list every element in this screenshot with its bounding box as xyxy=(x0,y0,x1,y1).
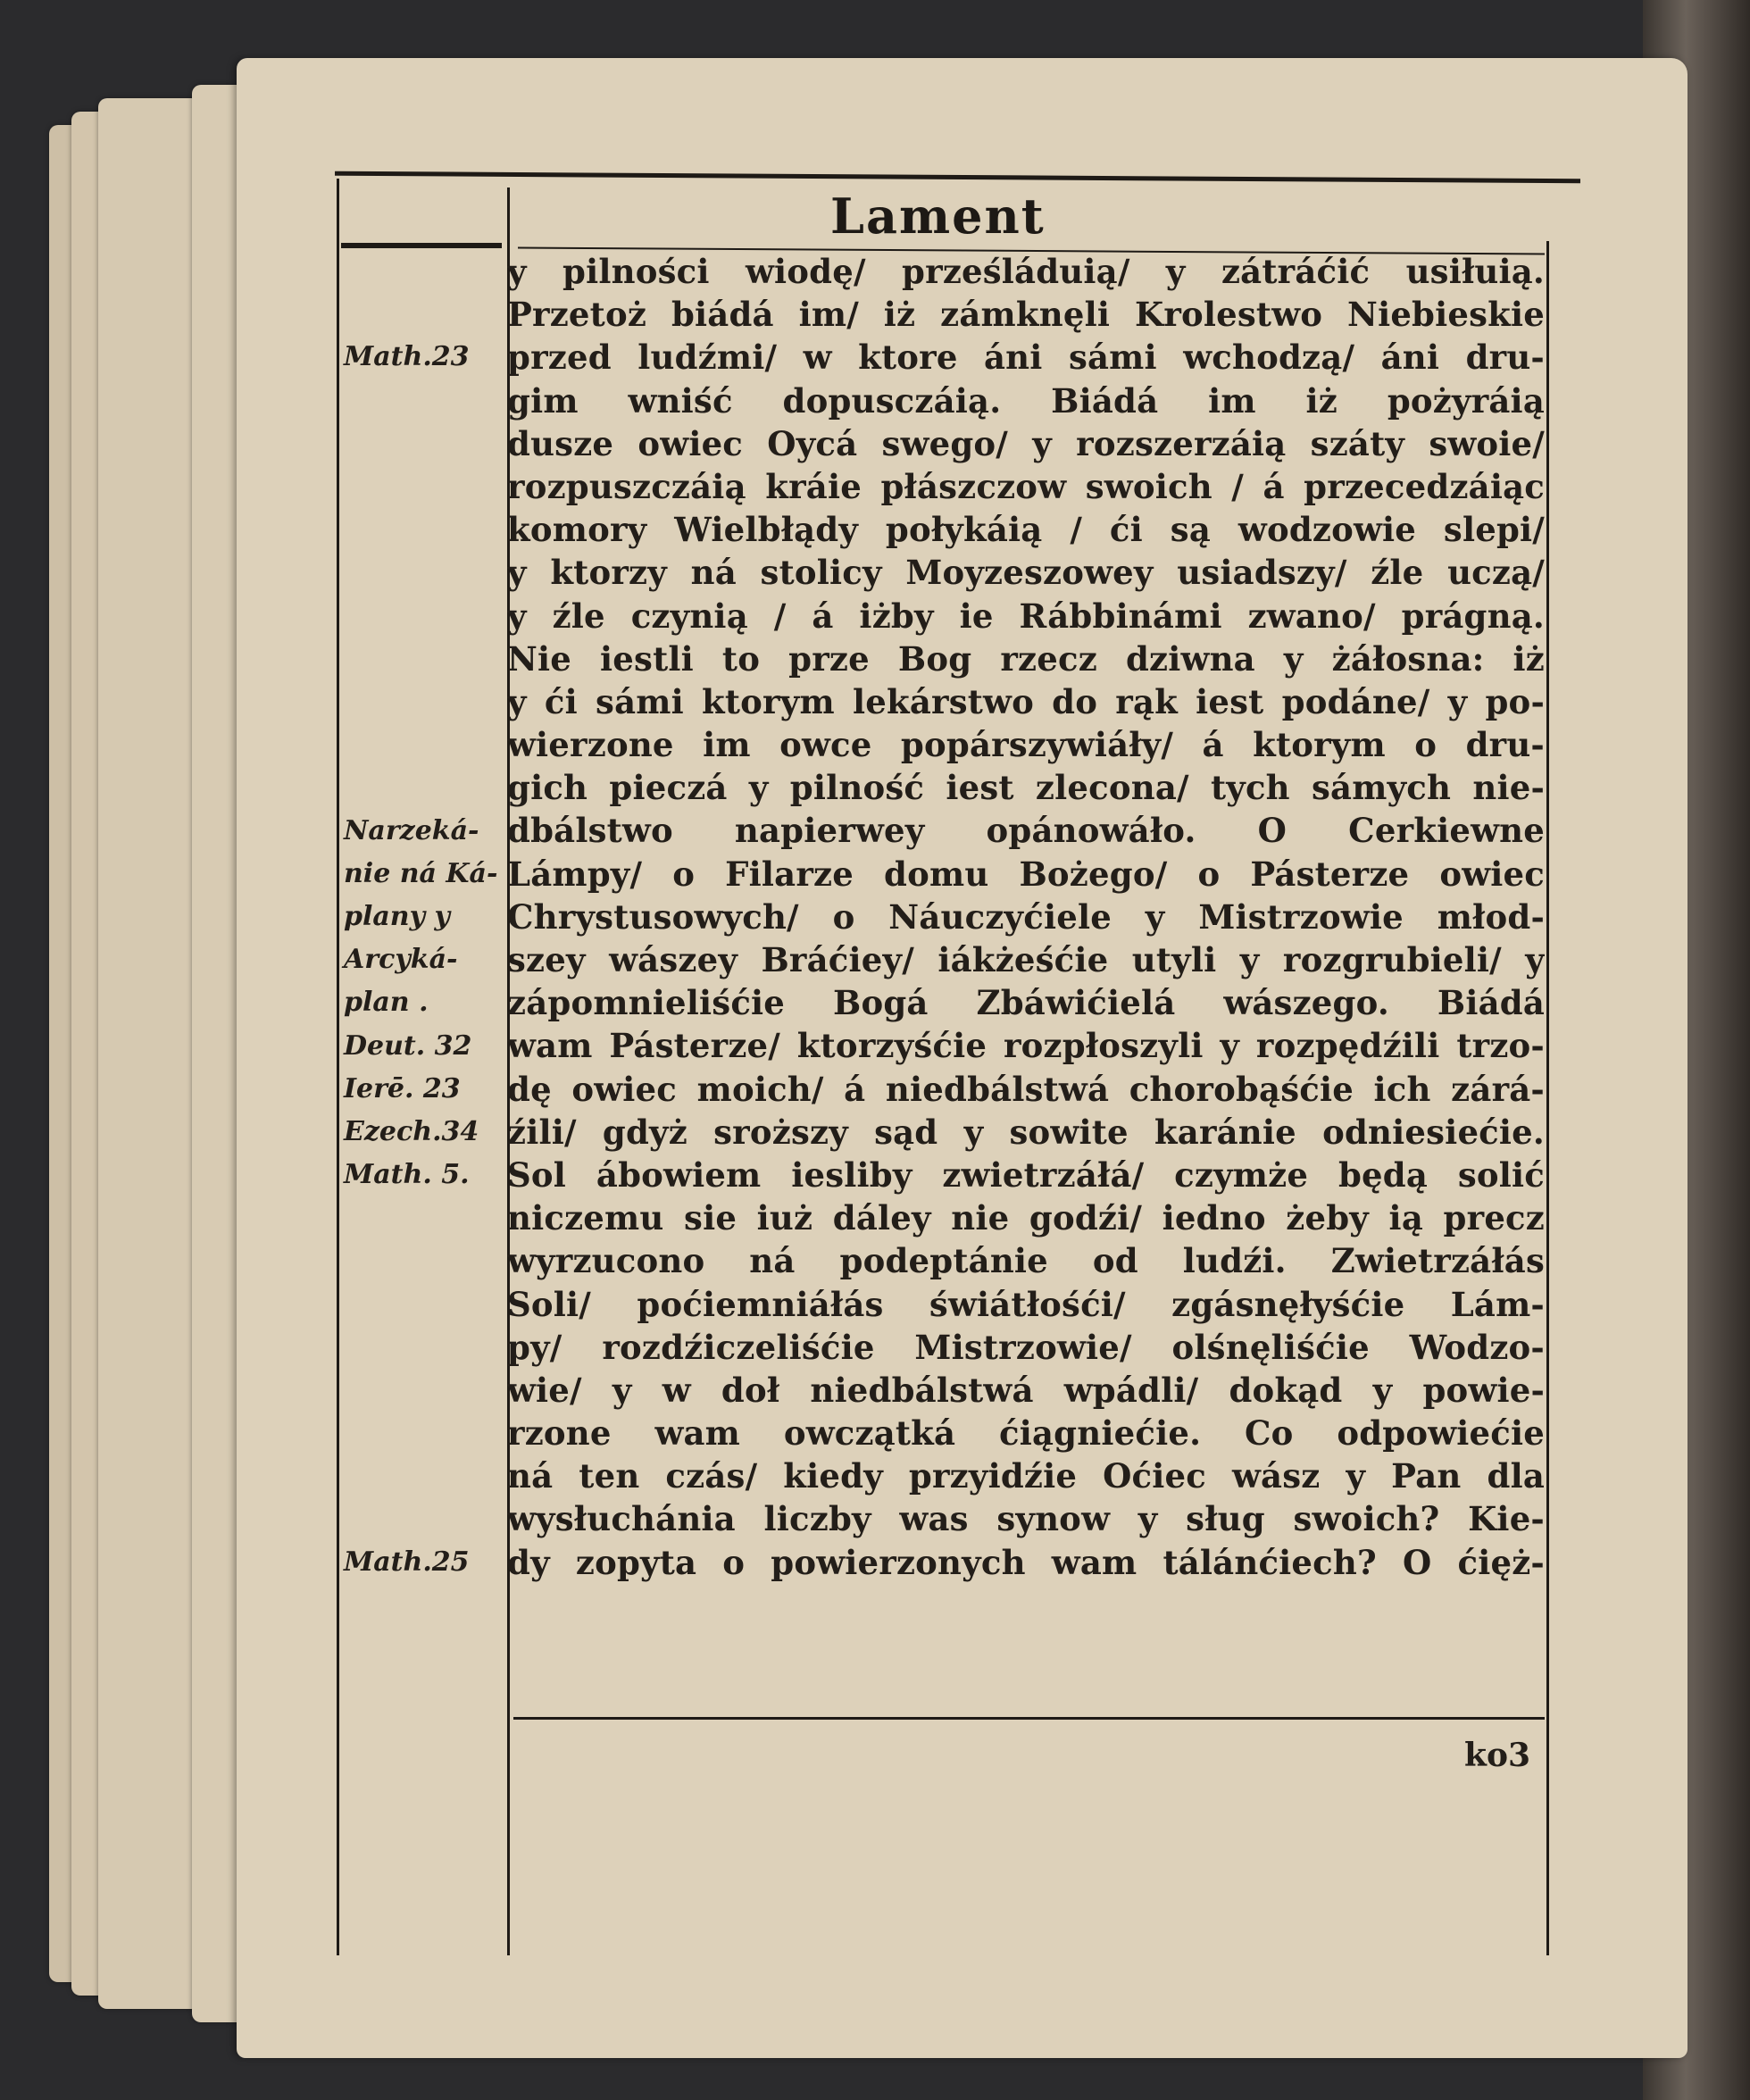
margin-note: Math. 5. xyxy=(344,1159,470,1191)
text-line: wam Pásterze/ ktorzyśćie rozpłoszyli y rozpędźili trzo- xyxy=(507,1026,1545,1066)
frame-left-rule xyxy=(337,179,339,1955)
margin-note: plany y xyxy=(344,901,450,932)
margin-note: nie ná Ká- xyxy=(344,857,498,889)
text-line: komory Wielbłądy połykáią / ći są wodzowie slepi/ xyxy=(507,510,1545,550)
text-line: y źle czynią / á iżby ie Rábbinámi zwano/ prágną. xyxy=(507,596,1545,636)
text-line: dy zopyta o powierzonych wam tálánćiech? O ćięż- xyxy=(507,1542,1545,1582)
text-line: ná ten czás/ kiedy przyidźie Oćiec wász y Pan dla xyxy=(507,1456,1545,1496)
text-line: wierzone im owce popárszywiáły/ á ktorym o dru- xyxy=(507,725,1545,765)
text-line: Soli/ poćiemniáłás świátłośći/ zgásnęłyśćie Lám- xyxy=(507,1284,1545,1324)
margin-note: Ezech.34 xyxy=(344,1116,479,1147)
text-line: y ktorzy ná stolicy Moyzeszowey usiadszy/ źle uczą/ xyxy=(507,553,1545,593)
margin-head-rule xyxy=(341,243,502,248)
text-line: Nie iestli to prze Bog rzecz dziwna y żáłosna: iż xyxy=(507,638,1545,679)
text-line: zápomnieliśćie Bogá Zbáwićielá wászego. Biádá xyxy=(507,983,1545,1023)
margin-note: Ierē. 23 xyxy=(344,1072,461,1104)
margin-note: Arcyká- xyxy=(344,944,458,976)
text-line: dusze owiec Oycá swego/ y rozszerzáią száty swoie/ xyxy=(507,423,1545,463)
running-head: Lament xyxy=(830,188,1046,245)
text-line: Chrystusowych/ o Náuczyćiele y Mistrzowie młod- xyxy=(507,896,1545,937)
margin-note: Math.25 xyxy=(344,1546,470,1578)
text-line: y ći sámi ktorym lekárstwo do rąk iest podáne/ y po- xyxy=(507,681,1545,721)
text-line: niczemu sie iuż dáley nie godźi/ iedno żeby ią precz xyxy=(507,1198,1545,1238)
margin-note: plan . xyxy=(344,987,429,1019)
text-line: gich pieczá y pilność iest zlecona/ tych sámych nie- xyxy=(507,768,1545,808)
text-line: y pilności wiodę/ prześláduią/ y zátráćić usiłuią. xyxy=(507,252,1545,291)
text-line: Sol ábowiem iesliby zwietrzáłá/ czymże będą solić xyxy=(507,1154,1545,1195)
catchword: ko3 xyxy=(1464,1737,1531,1774)
bottom-rule xyxy=(513,1717,1545,1720)
text-line: py/ rozdźiczeliśćie Mistrzowie/ olśnęliśćie Wodzo- xyxy=(507,1327,1545,1367)
text-line: Lámpy/ o Filarze domu Bożego/ o Pásterze owiec xyxy=(507,854,1545,894)
margin-note: Narzeká- xyxy=(344,814,479,846)
text-line: wysłuchánia liczby was synow y sług swoich? Kie- xyxy=(507,1499,1545,1539)
frame-right-rule xyxy=(1546,241,1549,1955)
text-line: szey wászey Bráćiey/ iákżeśćie utyli y rozgrubieli/ y xyxy=(507,940,1545,979)
margin-note: Deut. 32 xyxy=(344,1029,472,1062)
text-line: wyrzucono ná podeptánie od ludźi. Zwietrzáłás xyxy=(507,1241,1545,1281)
text-line: źili/ gdyż sroższy sąd y sowite karánie odniesiećie. xyxy=(507,1112,1545,1152)
text-line: gim wniść dopusczáią. Biádá im iż pożyráią xyxy=(507,380,1545,421)
text-line: rozpuszczáią kráie płászczow swoich / á przecedzáiąc xyxy=(507,466,1545,506)
text-line: Przetoż biádá im/ iż zámknęli Krolestwo Niebieskie xyxy=(507,295,1545,335)
text-line: dę owiec moich/ á niedbálstwá chorobąśćie ich zárá- xyxy=(507,1069,1545,1109)
text-line: wie/ y w doł niedbálstwá wpádli/ dokąd y powie- xyxy=(507,1370,1545,1410)
text-line: przed ludźmi/ w ktore áni sámi wchodzą/ áni dru- xyxy=(507,338,1545,378)
text-line: dbálstwo napierwey opánowáło. O Cerkiewne xyxy=(507,811,1545,851)
margin-note: Math.23 xyxy=(344,341,470,373)
text-block xyxy=(507,250,1545,1584)
text-line: rzone wam owczątká ćiągniećie. Co odpowiećie xyxy=(507,1413,1545,1454)
